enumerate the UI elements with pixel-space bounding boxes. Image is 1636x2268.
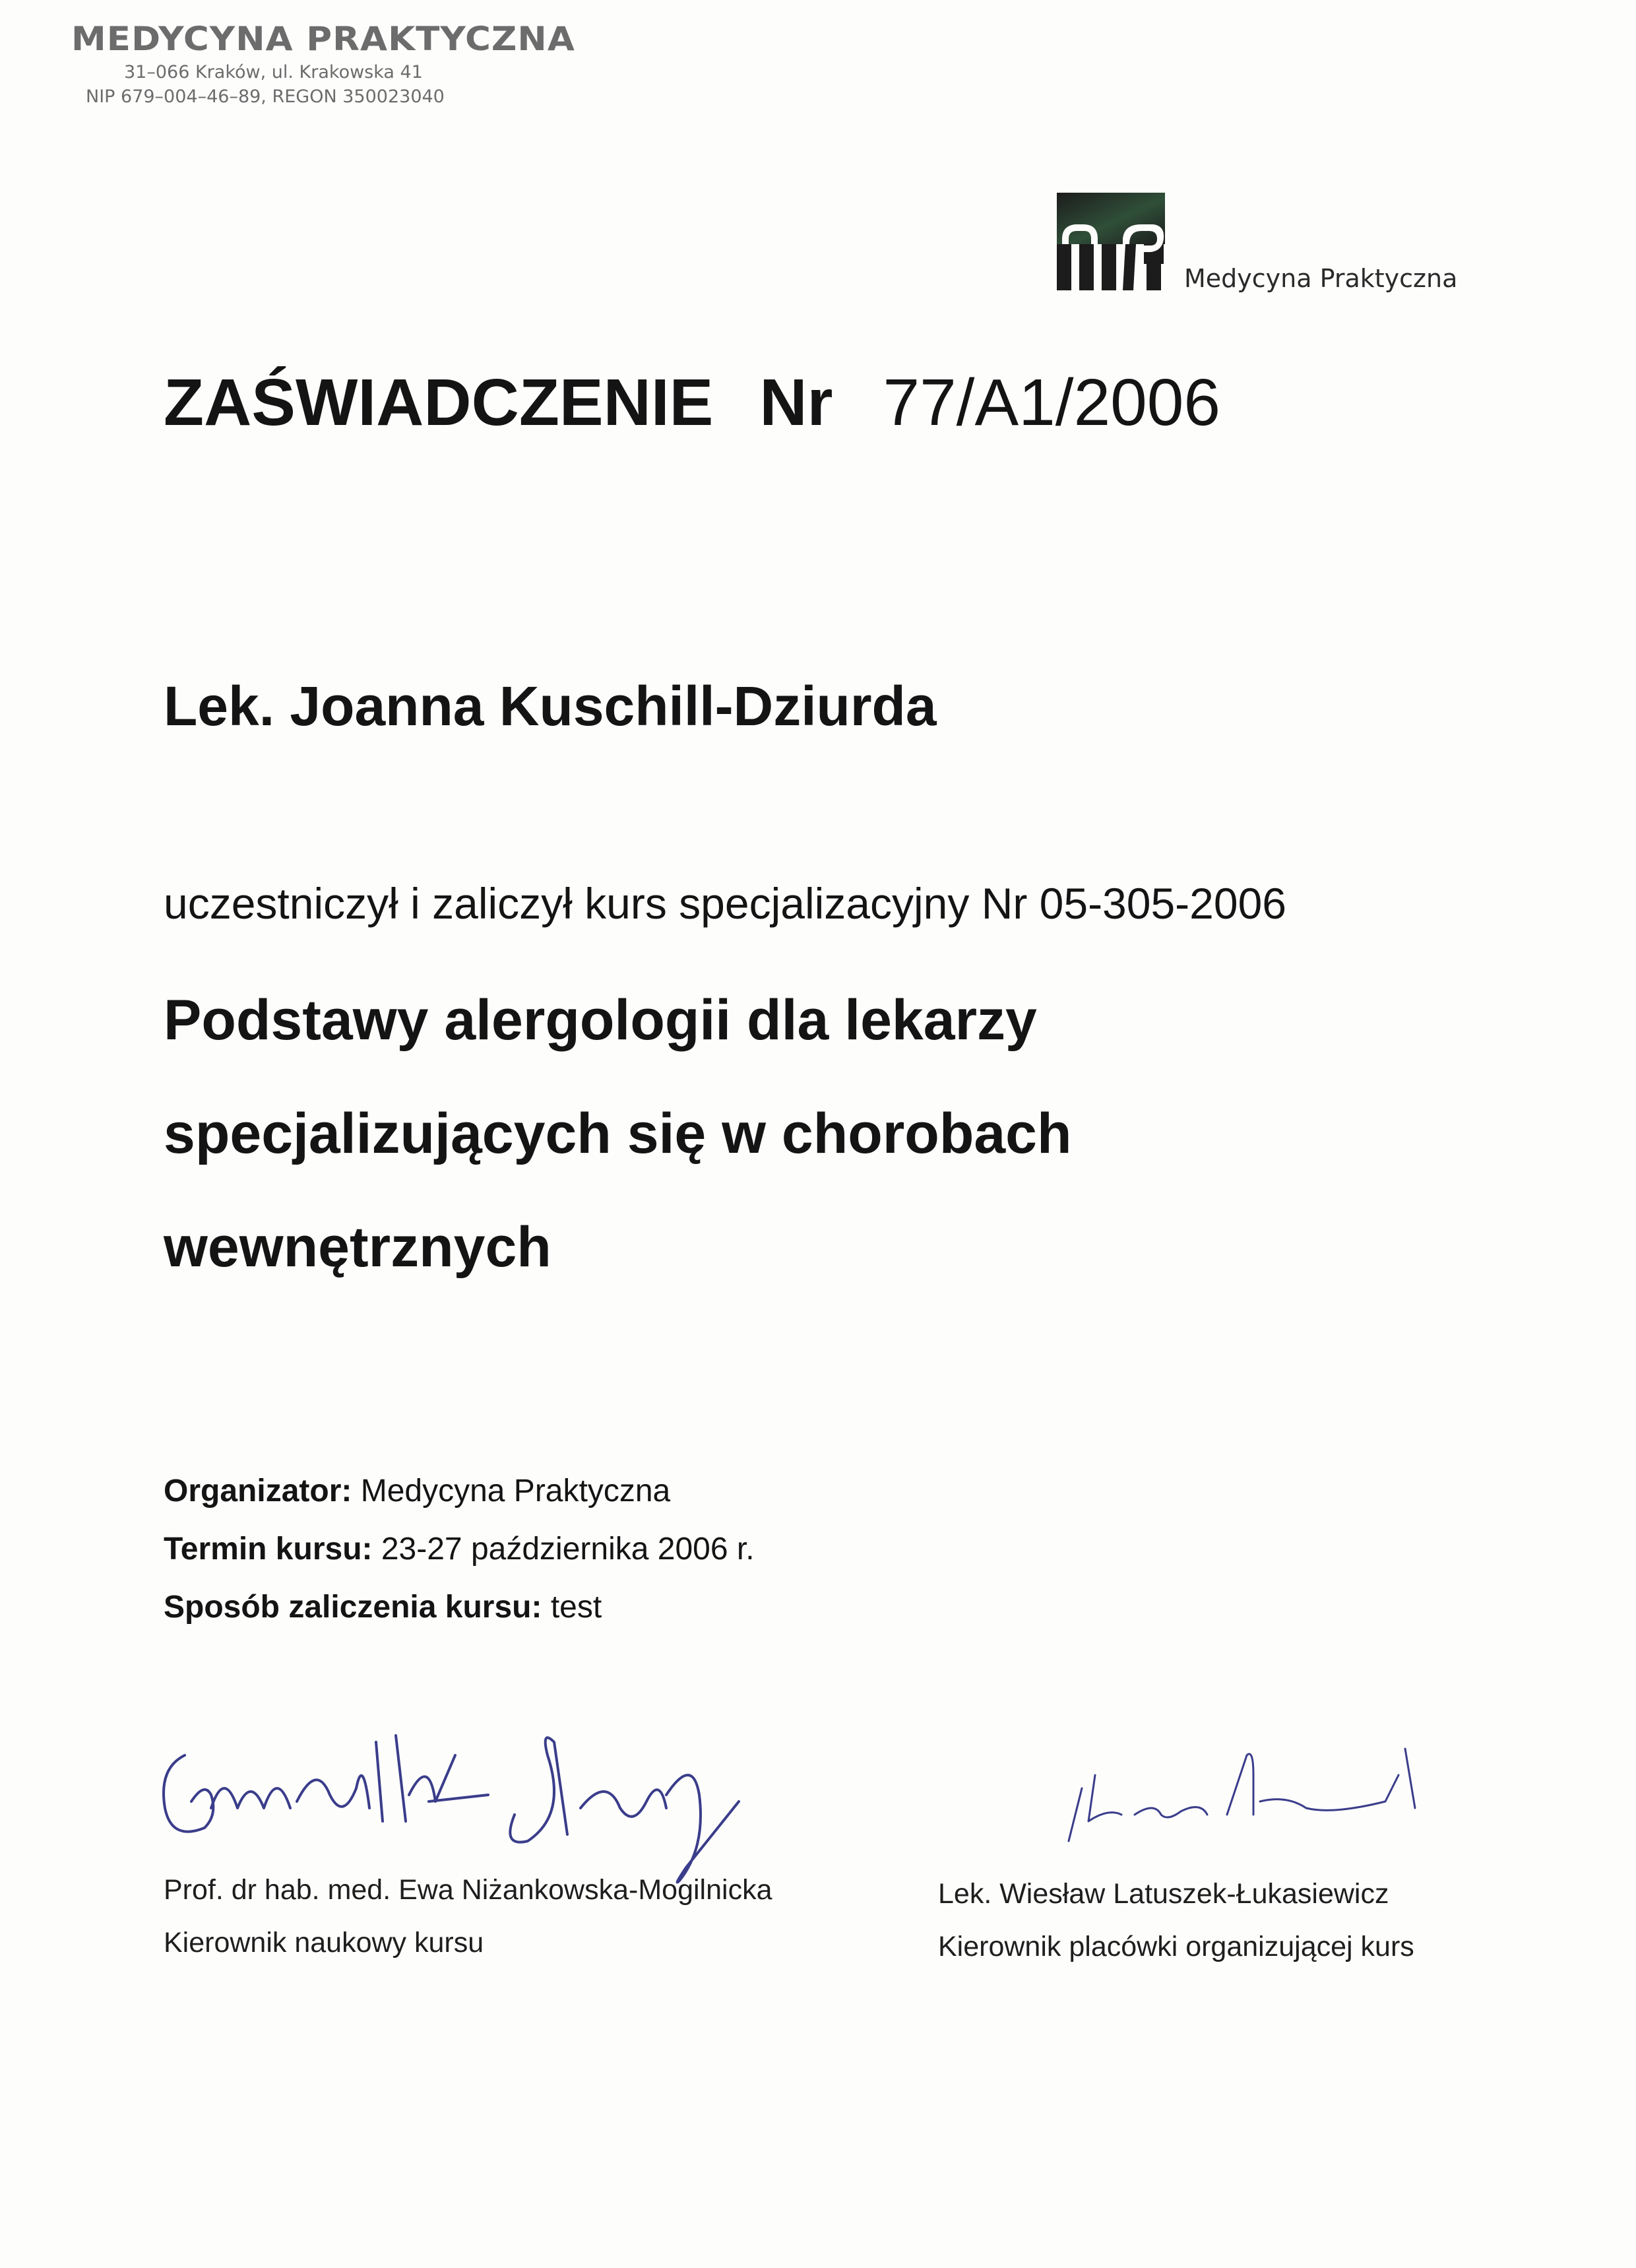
signatory-role: Kierownik placówki organizującej kurs [938,1931,1414,1962]
term-label: Termin kursu: [164,1532,373,1567]
recipient-name: Lek. Joanna Kuschill-Dziurda [164,675,937,737]
stamp-tax-ids: NIP 679–004–46–89, REGON 350023040 [86,86,445,107]
course-title [164,963,1483,1304]
organizer-value: Medycyna Praktyczna [360,1474,671,1508]
course-title-line: specjalizujących się w chorobach [164,1102,1072,1165]
logo-wordmark: Medycyna Praktyczna [1184,264,1458,293]
signature-left [145,1716,752,1887]
term-value: 23-27 października 2006 r. [381,1532,755,1567]
mp-logo-icon [1054,193,1168,292]
company-stamp [71,20,575,107]
signatory-role: Kierownik naukowy kursu [164,1927,484,1959]
stamp-address: 31–066 Kraków, ul. Krakowska 41 [124,62,423,82]
organizer-label: Organizator: [164,1474,352,1508]
certificate-number: 77/A1/2006 [883,366,1221,439]
method-row [164,1592,602,1623]
method-label: Sposób zaliczenia kursu: [164,1590,542,1625]
course-title-line: Podstawy alergologii dla lekarzy [164,988,1037,1052]
course-intro: uczestniczył i zaliczył kurs specjalizacyjny Nr 05-305-2006 [164,879,1286,928]
certificate-nr-label: Nr [759,366,833,439]
certificate-title [164,366,1221,439]
certificate-label: ZAŚWIADCZENIE [164,366,714,439]
signature-left-caption [164,1863,772,1969]
method-value: test [550,1590,602,1625]
course-title-line: wewnętrznych [164,1215,551,1279]
signatory-name: Prof. dr hab. med. Ewa Niżankowska-Mogilnicka [164,1874,772,1906]
organizer-row [164,1475,670,1507]
stamp-company-name: MEDYCYNA PRAKTYCZNA [71,20,575,58]
signatory-name: Lek. Wiesław Latuszek-Łukasiewicz [938,1878,1389,1910]
signature-right-caption [938,1867,1414,1973]
term-row [164,1534,755,1565]
signature-right [1055,1735,1425,1848]
